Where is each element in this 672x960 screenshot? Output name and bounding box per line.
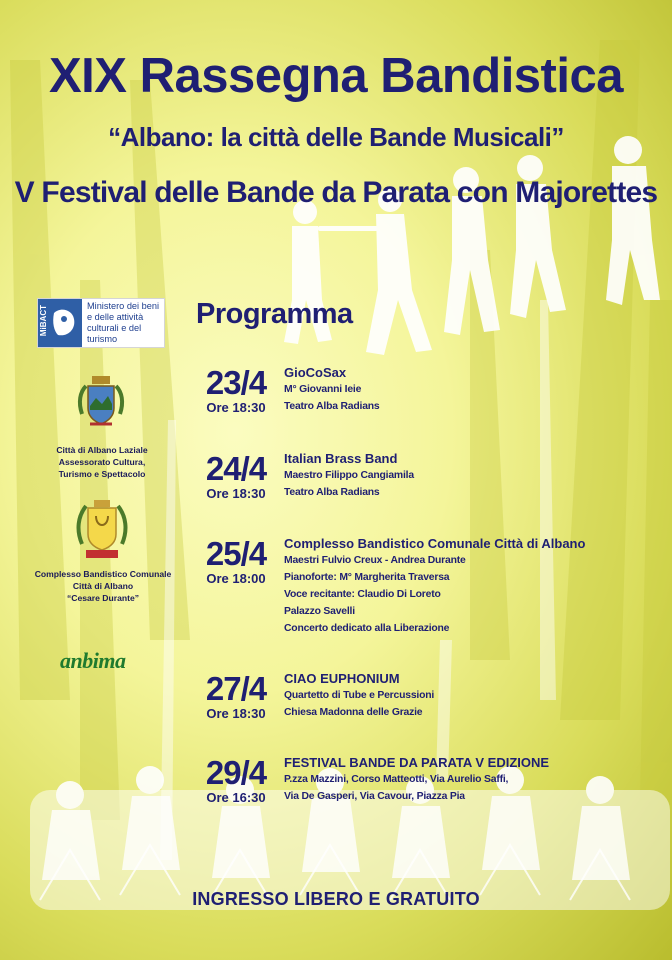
event-title: Italian Brass Band <box>284 451 398 466</box>
event-detail-line: Maestro Filippo Cangiamila <box>284 470 414 481</box>
event-detail-line: M° Giovanni Ieie <box>284 384 362 395</box>
albano-dept-line: Assessorato Cultura, <box>58 457 146 467</box>
program-heading: Programma <box>196 298 353 330</box>
event-detail-line: Chiesa Madonna delle Grazie <box>284 707 423 718</box>
event-date-block <box>194 366 278 416</box>
event-date: 25/4 <box>205 535 267 572</box>
event-time: Ore 18:30 <box>206 706 266 721</box>
albano-city-line: Città di Albano Laziale <box>56 445 148 455</box>
event-detail-line: Quartetto di Tube e Percussioni <box>284 690 435 701</box>
event-time: Ore 18:00 <box>206 571 266 586</box>
event-detail-line: Voce recitante: Claudio Di Loreto <box>284 589 441 600</box>
albano-coat-of-arms-icon <box>76 374 126 436</box>
anbima-logo: anbima <box>60 648 126 673</box>
event-date: 27/4 <box>205 670 267 707</box>
event-time: Ore 16:30 <box>206 790 266 805</box>
mibact-abbr: MiBACT <box>39 305 48 337</box>
mibact-emblem-icon <box>38 299 82 347</box>
event-detail-line: Teatro Alba Radians <box>284 401 380 412</box>
event-details <box>284 450 664 501</box>
mibact-text: Ministero dei beni e delle attività culturali e del turismo <box>87 301 160 344</box>
event-title: CIAO EUPHONIUM <box>284 671 400 686</box>
event-detail-line: Palazzo Savelli <box>284 606 355 617</box>
event-date-block <box>194 672 278 722</box>
mibact-logo <box>37 298 165 348</box>
event-detail-line: Concerto dedicato alla Liberazione <box>284 623 450 634</box>
albano-dept-line-2: Turismo e Spettacolo <box>58 469 146 479</box>
festival-title: V Festival delle Bande da Parata con Majorettes <box>14 176 658 209</box>
event-detail-line: Teatro Alba Radians <box>284 487 380 498</box>
event-details <box>284 754 664 805</box>
event-title: GioCoSax <box>284 365 347 380</box>
event-date: 29/4 <box>205 754 267 791</box>
event-detail-line: Pianoforte: M° Margherita Traversa <box>284 572 450 583</box>
event-date-block <box>194 537 278 587</box>
albano-city-text <box>30 444 174 480</box>
event-title: Complesso Bandistico Comunale Città di Albano <box>284 536 586 551</box>
event-time: Ore 18:30 <box>206 486 266 501</box>
event-date-block <box>194 756 278 806</box>
band-line-1: Complesso Bandistico Comunale <box>34 569 172 579</box>
band-name-text <box>28 568 178 604</box>
event-detail-line: Maestri Fulvio Creux - Andrea Durante <box>284 555 466 566</box>
band-line-2: Città di Albano <box>72 581 134 591</box>
band-line-3: “Cesare Durante” <box>66 593 140 603</box>
event-details <box>284 670 664 721</box>
free-entry-footer: INGRESSO LIBERO E GRATUITO <box>192 889 480 909</box>
event-title: FESTIVAL BANDE DA PARATA V EDIZIONE <box>284 755 550 770</box>
event-date: 23/4 <box>205 364 267 401</box>
band-crest-icon <box>74 498 130 562</box>
event-details <box>284 364 664 415</box>
event-time: Ore 18:30 <box>206 400 266 415</box>
event-detail-line: Via De Gasperi, Via Cavour, Piazza Pia <box>284 791 465 802</box>
event-detail-line: P.zza Mazzini, Corso Matteotti, Via Aurelio Saffi, <box>284 774 509 785</box>
event-date: 24/4 <box>205 450 267 487</box>
event-details <box>284 535 664 637</box>
event-date-block <box>194 452 278 502</box>
poster-title: XIX Rassegna Bandistica <box>48 49 623 103</box>
poster-subtitle: “Albano: la città delle Bande Musicali” <box>108 122 564 152</box>
